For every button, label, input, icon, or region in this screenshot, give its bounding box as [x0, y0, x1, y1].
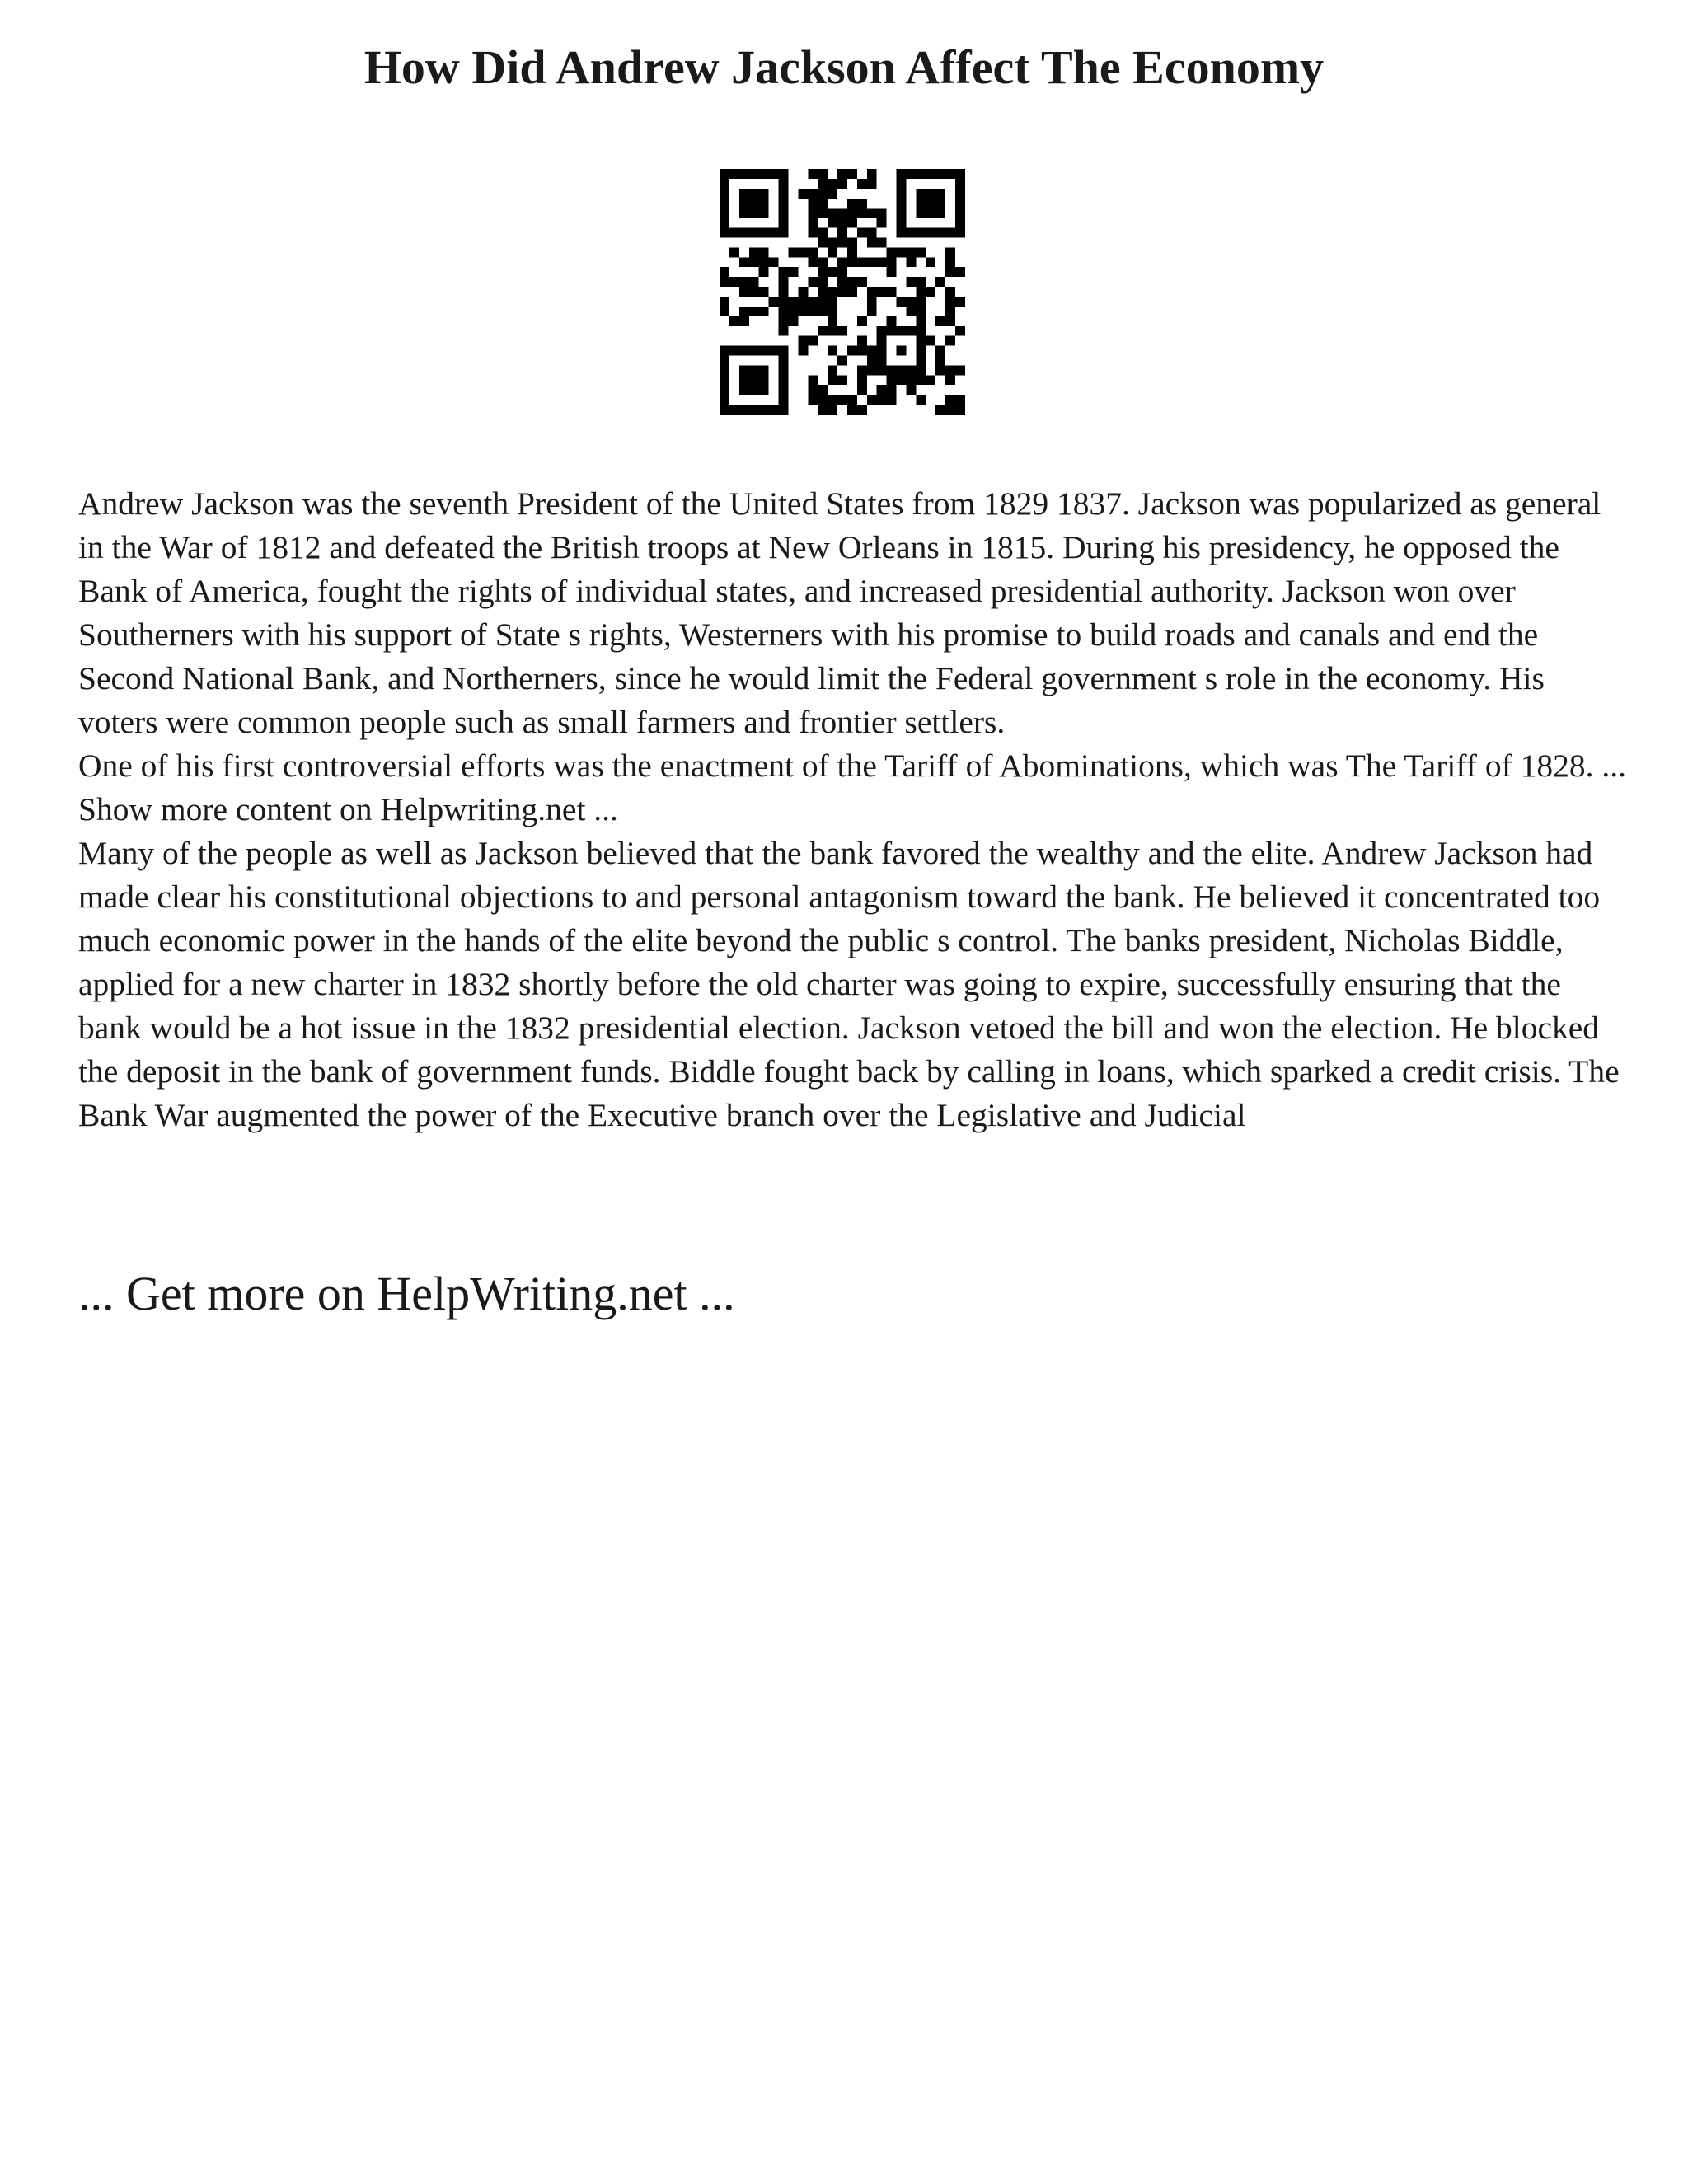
qr-code-icon[interactable]: [720, 169, 965, 415]
get-more-link[interactable]: ... Get more on HelpWriting.net ...: [78, 1267, 735, 1320]
paragraph: Andrew Jackson was the seventh President of the United States from 1829 1837. Jackson was popularized as general in the War of 1812 and defeated the British troops at New Orleans in 1815. During his presidency, he opposed the Bank of America, fought the rights of individual states, and increased presidential authority. Jackson won over Southerners with his support of State s rights, Westerners with his promise to build roads and canals and end the Second National Bank, and Northerners, since he would limit the Federal government s role in the economy. His voters were common people such as small farmers and frontier settlers.: [78, 485, 1601, 740]
paragraph: Many of the people as well as Jackson believed that the bank favored the wealthy and the elite. Andrew Jackson had made clear his constitutional objections to and personal antagonism toward the bank. He believed it concentrated too much economic power in the hands of the elite beyond the public s control. The banks president, Nicholas Biddle, applied for a new charter in 1832 shortly before the old charter was going to expire, successfully ensuring that the bank would be a hot issue in the 1832 presidential election. Jackson vetoed the bill and won the election. He blocked the deposit in the bank of government funds. Biddle fought back by calling in loans, which sparked a credit crisis. The Bank War augmented the power of the Executive branch over the Legislative and Judicial: [78, 835, 1620, 1133]
paragraph: One of his first controversial efforts was the enactment of the Tariff of Abominations, which was The Tariff of 1828. ... Show more content on Helpwriting.net ...: [78, 748, 1626, 827]
page-title: How Did Andrew Jackson Affect The Economy: [363, 40, 1325, 94]
article-body: [78, 482, 1628, 1137]
